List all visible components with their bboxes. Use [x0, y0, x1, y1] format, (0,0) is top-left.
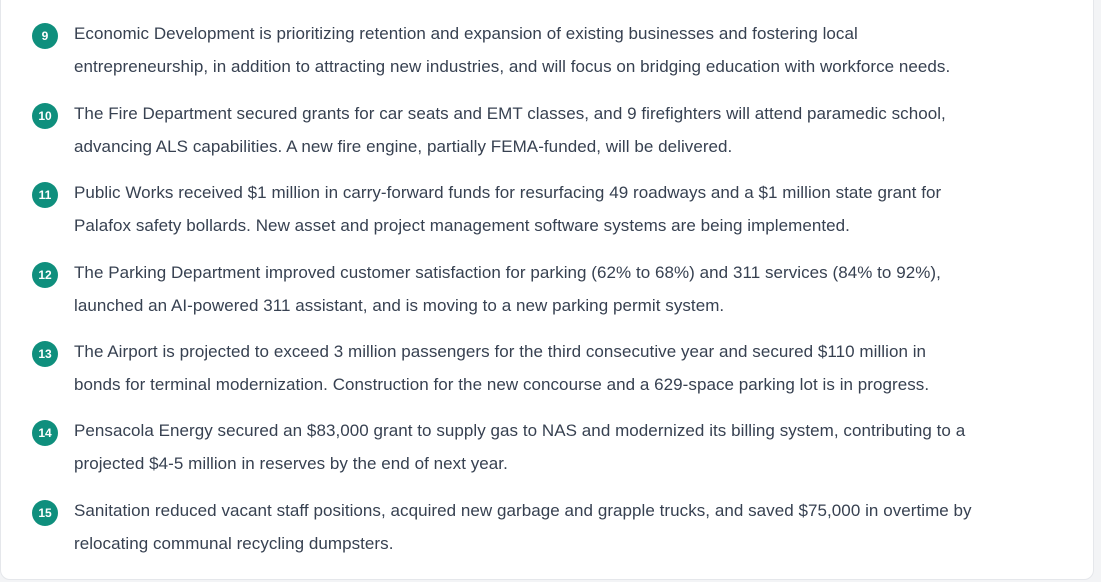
list-item-line: The Airport is projected to exceed 3 million passengers for the third consecutive year and secured $110 million in [74, 342, 927, 361]
item-number-badge: 14 [32, 420, 58, 446]
list-item [32, 335, 1072, 401]
item-number-badge: 13 [32, 341, 58, 367]
list-item-text [74, 494, 972, 560]
list-item-line: entrepreneurship, in addition to attracting new industries, and will focus on bridging education with workforce needs. [74, 57, 951, 76]
item-number-badge: 12 [32, 262, 58, 288]
list-item-line: Pensacola Energy secured an $83,000 grant to supply gas to NAS and modernized its billing system, contributing to a [74, 421, 966, 440]
list-item-text [74, 414, 965, 480]
item-number-badge: 15 [32, 500, 58, 526]
list-item-line: The Fire Department secured grants for car seats and EMT classes, and 9 firefighters will attend paramedic school, [74, 104, 946, 123]
list-item [32, 17, 1072, 83]
list-item-line: relocating communal recycling dumpsters. [74, 534, 394, 553]
list-item [32, 494, 1072, 560]
list-item-line: bonds for terminal modernization. Construction for the new concourse and a 629-space parking lot is in progress. [74, 375, 930, 394]
list-item-line: The Parking Department improved customer satisfaction for parking (62% to 68%) and 311 services (84% to 92%), [74, 263, 941, 282]
list-item-line: projected $4-5 million in reserves by the end of next year. [74, 454, 508, 473]
list-item-line: Public Works received $1 million in carry-forward funds for resurfacing 49 roadways and a $1 million state grant for [74, 183, 942, 202]
list-item-line: Palafox safety bollards. New asset and project management software systems are being implemented. [74, 216, 850, 235]
list-item-line: advancing ALS capabilities. A new fire engine, partially FEMA-funded, will be delivered. [74, 137, 733, 156]
list-item-text [74, 256, 941, 322]
list-item-text [74, 17, 950, 83]
item-number-badge: 11 [32, 182, 58, 208]
list-item [32, 97, 1072, 163]
list-item-line: Economic Development is prioritizing retention and expansion of existing businesses and fostering local [74, 24, 858, 43]
item-number-badge: 9 [32, 23, 58, 49]
list-item-text [74, 176, 941, 242]
list-item-line: Sanitation reduced vacant staff positions, acquired new garbage and grapple trucks, and saved $75,000 in overtime by [74, 501, 972, 520]
list-item-text [74, 97, 946, 163]
list-item-text [74, 335, 929, 401]
list-item-line: launched an AI-powered 311 assistant, and is moving to a new parking permit system. [74, 296, 725, 315]
list-item [32, 256, 1072, 322]
item-number-badge: 10 [32, 103, 58, 129]
list-item [32, 414, 1072, 480]
list-item [32, 176, 1072, 242]
